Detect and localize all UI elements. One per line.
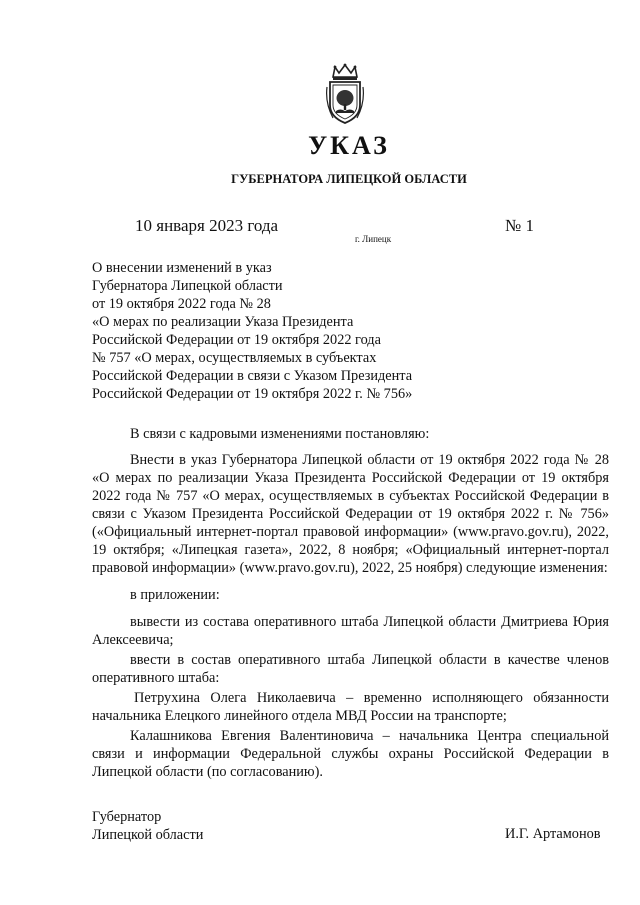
document-number: № 1 <box>505 216 534 235</box>
subject-line: № 757 «О мерах, осуществляемых в субъектах <box>92 350 377 366</box>
signature-position <box>92 808 203 844</box>
signature-position-line: Липецкой области <box>92 827 204 843</box>
preamble-paragraph: В связи с кадровыми изменениями постановляю: <box>130 426 430 442</box>
subject-line: Российской Федерации в связи с Указом Президента <box>92 368 413 384</box>
coat-of-arms-icon <box>325 63 365 125</box>
document-date: 10 января 2023 года <box>135 216 279 235</box>
document-subtitle: ГУБЕРНАТОРА ЛИПЕЦКОЙ ОБЛАСТИ <box>231 172 467 186</box>
appendix-paragraph: в приложении: <box>130 587 220 603</box>
subject-line: О внесении изменений в указ <box>92 260 272 276</box>
subject-line: «О мерах по реализации Указа Президента <box>92 314 354 330</box>
member-paragraph: Петрухина Олега Николаевича – временно исполняющего обязанности начальника Елецкого линейного отдела МВД России на транспорте; <box>92 690 609 724</box>
subject-line: Губернатора Липецкой области <box>92 278 283 294</box>
document-place: г. Липецк <box>355 234 392 244</box>
document-title: УКАЗ <box>308 131 390 160</box>
main-paragraph: Внести в указ Губернатора Липецкой области от 19 октября 2022 года № 28 «О мерах по реализации Указа Президента Российской Федерации от 19 октября 2022 года № 757 «О мерах, осуществляемых в субъектах Российской Федерации в связи с Указом Президента Российской Федерации от 19 октября 2022 г. № 756» («Официальный интернет-портал правовой информации» (www.pravo.gov.ru), 2022, 19 октября; «Липецкая газета», 2022, 8 ноября; «Официальный интернет-портал правовой информации» (www.pravo.gov.ru), 2022, 25 ноября) следующие изменения: <box>92 452 609 576</box>
subject-line: Российской Федерации от 19 октября 2022 г. № 756» <box>92 386 413 402</box>
signature-name: И.Г. Артамонов <box>505 826 601 842</box>
subject-line: Российской Федерации от 19 октября 2022 года <box>92 332 381 348</box>
member-paragraph: Калашникова Евгения Валентиновича – начальника Центра специальной связи и информации Федеральной службы охраны Российской Федерации в Липецкой области (по согласованию). <box>92 728 609 780</box>
remove-member-paragraph: вывести из состава оперативного штаба Липецкой области Дмитриева Юрия Алексеевича; <box>92 614 609 648</box>
subject-line: от 19 октября 2022 года № 28 <box>92 296 271 312</box>
document-body <box>92 425 609 781</box>
document-subject <box>92 259 472 403</box>
signature-position-line: Губернатор <box>92 809 162 825</box>
add-members-paragraph: ввести в состав оперативного штаба Липецкой области в качестве членов оперативного штаба: <box>92 652 609 686</box>
